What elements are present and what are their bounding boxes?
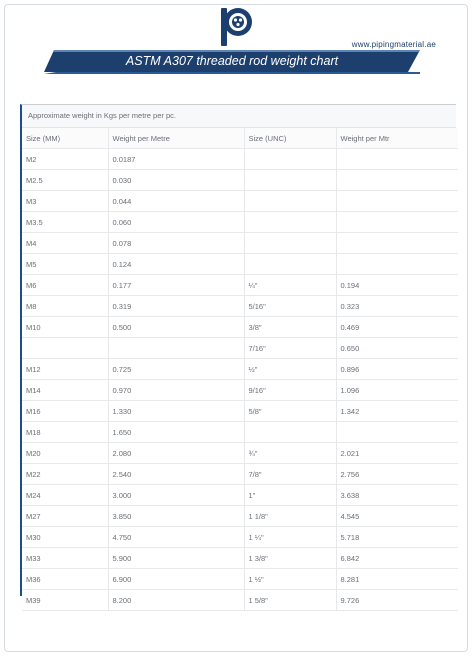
table-cell: M27 bbox=[22, 506, 108, 527]
table-cell: M30 bbox=[22, 527, 108, 548]
table-cell: 3.638 bbox=[336, 485, 458, 506]
table-cell: 2.080 bbox=[108, 443, 244, 464]
table-cell bbox=[244, 254, 336, 275]
table-cell bbox=[336, 233, 458, 254]
table-cell: 8.200 bbox=[108, 590, 244, 611]
table-row bbox=[22, 464, 458, 485]
table-cell: 0.044 bbox=[108, 191, 244, 212]
table-cell bbox=[244, 233, 336, 254]
table-cell: 0.319 bbox=[108, 296, 244, 317]
table-row bbox=[22, 254, 458, 275]
table-cell bbox=[336, 191, 458, 212]
table-cell: 0.323 bbox=[336, 296, 458, 317]
table-row bbox=[22, 590, 458, 611]
table-cell: M20 bbox=[22, 443, 108, 464]
column-header: Weight per Mtr bbox=[336, 128, 458, 149]
table-cell bbox=[336, 149, 458, 170]
table-cell: 6.900 bbox=[108, 569, 244, 590]
table-row bbox=[22, 149, 458, 170]
table-cell: 0.060 bbox=[108, 212, 244, 233]
table-cell: M2.5 bbox=[22, 170, 108, 191]
weight-chart-table bbox=[20, 104, 456, 605]
table-row bbox=[22, 170, 458, 191]
column-header: Weight per Metre bbox=[108, 128, 244, 149]
table-cell: ½" bbox=[244, 359, 336, 380]
table-cell: M3 bbox=[22, 191, 108, 212]
table-cell: 7/8" bbox=[244, 464, 336, 485]
table-cell bbox=[336, 170, 458, 191]
table-row bbox=[22, 422, 458, 443]
table-caption: Approximate weight in Kgs per metre per pc. bbox=[22, 105, 456, 128]
table-cell: ¼" bbox=[244, 275, 336, 296]
column-header: Size (UNC) bbox=[244, 128, 336, 149]
table-row bbox=[22, 401, 458, 422]
table-row bbox=[22, 191, 458, 212]
table-cell: 5/8" bbox=[244, 401, 336, 422]
table-cell: 5.718 bbox=[336, 527, 458, 548]
table-cell: 0.896 bbox=[336, 359, 458, 380]
table-cell: M14 bbox=[22, 380, 108, 401]
table-cell: M3.5 bbox=[22, 212, 108, 233]
table-cell bbox=[336, 422, 458, 443]
table-cell: 5.900 bbox=[108, 548, 244, 569]
table-header-row bbox=[22, 128, 458, 149]
table-cell: 2.540 bbox=[108, 464, 244, 485]
table-cell: 3.850 bbox=[108, 506, 244, 527]
table-cell: 1.096 bbox=[336, 380, 458, 401]
table-cell: 8.281 bbox=[336, 569, 458, 590]
table-cell: 0.078 bbox=[108, 233, 244, 254]
table-cell: M8 bbox=[22, 296, 108, 317]
table-cell: 0.0187 bbox=[108, 149, 244, 170]
table-cell bbox=[244, 149, 336, 170]
table-row bbox=[22, 569, 458, 590]
table-cell: 0.030 bbox=[108, 170, 244, 191]
table-body bbox=[22, 149, 458, 611]
table-row bbox=[22, 548, 458, 569]
table-cell: M10 bbox=[22, 317, 108, 338]
table-cell: 0.650 bbox=[336, 338, 458, 359]
table-cell bbox=[336, 212, 458, 233]
table-row bbox=[22, 275, 458, 296]
table-cell: M24 bbox=[22, 485, 108, 506]
table-cell bbox=[22, 338, 108, 359]
table-cell: 9/16" bbox=[244, 380, 336, 401]
table-cell: 9.726 bbox=[336, 590, 458, 611]
table-cell: 0.500 bbox=[108, 317, 244, 338]
table-cell bbox=[244, 191, 336, 212]
table-cell: 0.725 bbox=[108, 359, 244, 380]
table-cell: 1 3/8" bbox=[244, 548, 336, 569]
table-cell: 7/16" bbox=[244, 338, 336, 359]
table-cell bbox=[244, 212, 336, 233]
column-header: Size (MM) bbox=[22, 128, 108, 149]
table-cell: M4 bbox=[22, 233, 108, 254]
table-cell: 2.021 bbox=[336, 443, 458, 464]
piping-material-logo bbox=[219, 6, 255, 48]
table-cell: M2 bbox=[22, 149, 108, 170]
table-cell: 1.342 bbox=[336, 401, 458, 422]
table-row bbox=[22, 338, 458, 359]
table-cell: 6.842 bbox=[336, 548, 458, 569]
table-cell: 0.194 bbox=[336, 275, 458, 296]
table-cell bbox=[244, 422, 336, 443]
table-cell: M12 bbox=[22, 359, 108, 380]
table-cell: 1 ¼" bbox=[244, 527, 336, 548]
table-cell: 5/16" bbox=[244, 296, 336, 317]
table-cell: 3.000 bbox=[108, 485, 244, 506]
banner-title: ASTM A307 threaded rod weight chart bbox=[125, 54, 339, 68]
table-cell: 0.970 bbox=[108, 380, 244, 401]
table-row bbox=[22, 485, 458, 506]
weight-table bbox=[22, 128, 458, 611]
table-cell: M22 bbox=[22, 464, 108, 485]
table-cell: 1" bbox=[244, 485, 336, 506]
table-row bbox=[22, 359, 458, 380]
table-cell: 0.124 bbox=[108, 254, 244, 275]
table-cell bbox=[244, 170, 336, 191]
table-cell: 0.177 bbox=[108, 275, 244, 296]
table-row bbox=[22, 380, 458, 401]
table-cell: M5 bbox=[22, 254, 108, 275]
table-row bbox=[22, 527, 458, 548]
table-cell: 2.756 bbox=[336, 464, 458, 485]
table-cell: 1.650 bbox=[108, 422, 244, 443]
table-row bbox=[22, 233, 458, 254]
table-cell: M6 bbox=[22, 275, 108, 296]
table-cell bbox=[108, 338, 244, 359]
table-cell: M16 bbox=[22, 401, 108, 422]
table-cell: 4.750 bbox=[108, 527, 244, 548]
table-row bbox=[22, 506, 458, 527]
table-cell: M39 bbox=[22, 590, 108, 611]
table-cell: M18 bbox=[22, 422, 108, 443]
table-cell: 1 ½" bbox=[244, 569, 336, 590]
table-cell: M33 bbox=[22, 548, 108, 569]
table-row bbox=[22, 212, 458, 233]
table-row bbox=[22, 443, 458, 464]
table-cell: 0.469 bbox=[336, 317, 458, 338]
website-url[interactable]: www.pipingmaterial.ae bbox=[351, 40, 436, 49]
table-cell bbox=[336, 254, 458, 275]
table-cell: M36 bbox=[22, 569, 108, 590]
table-cell: 4.545 bbox=[336, 506, 458, 527]
table-cell: 1 1/8" bbox=[244, 506, 336, 527]
table-cell: 1.330 bbox=[108, 401, 244, 422]
table-row bbox=[22, 317, 458, 338]
table-cell: 3/8" bbox=[244, 317, 336, 338]
table-row bbox=[22, 296, 458, 317]
table-cell: 1 5/8" bbox=[244, 590, 336, 611]
table-cell: ¾" bbox=[244, 443, 336, 464]
